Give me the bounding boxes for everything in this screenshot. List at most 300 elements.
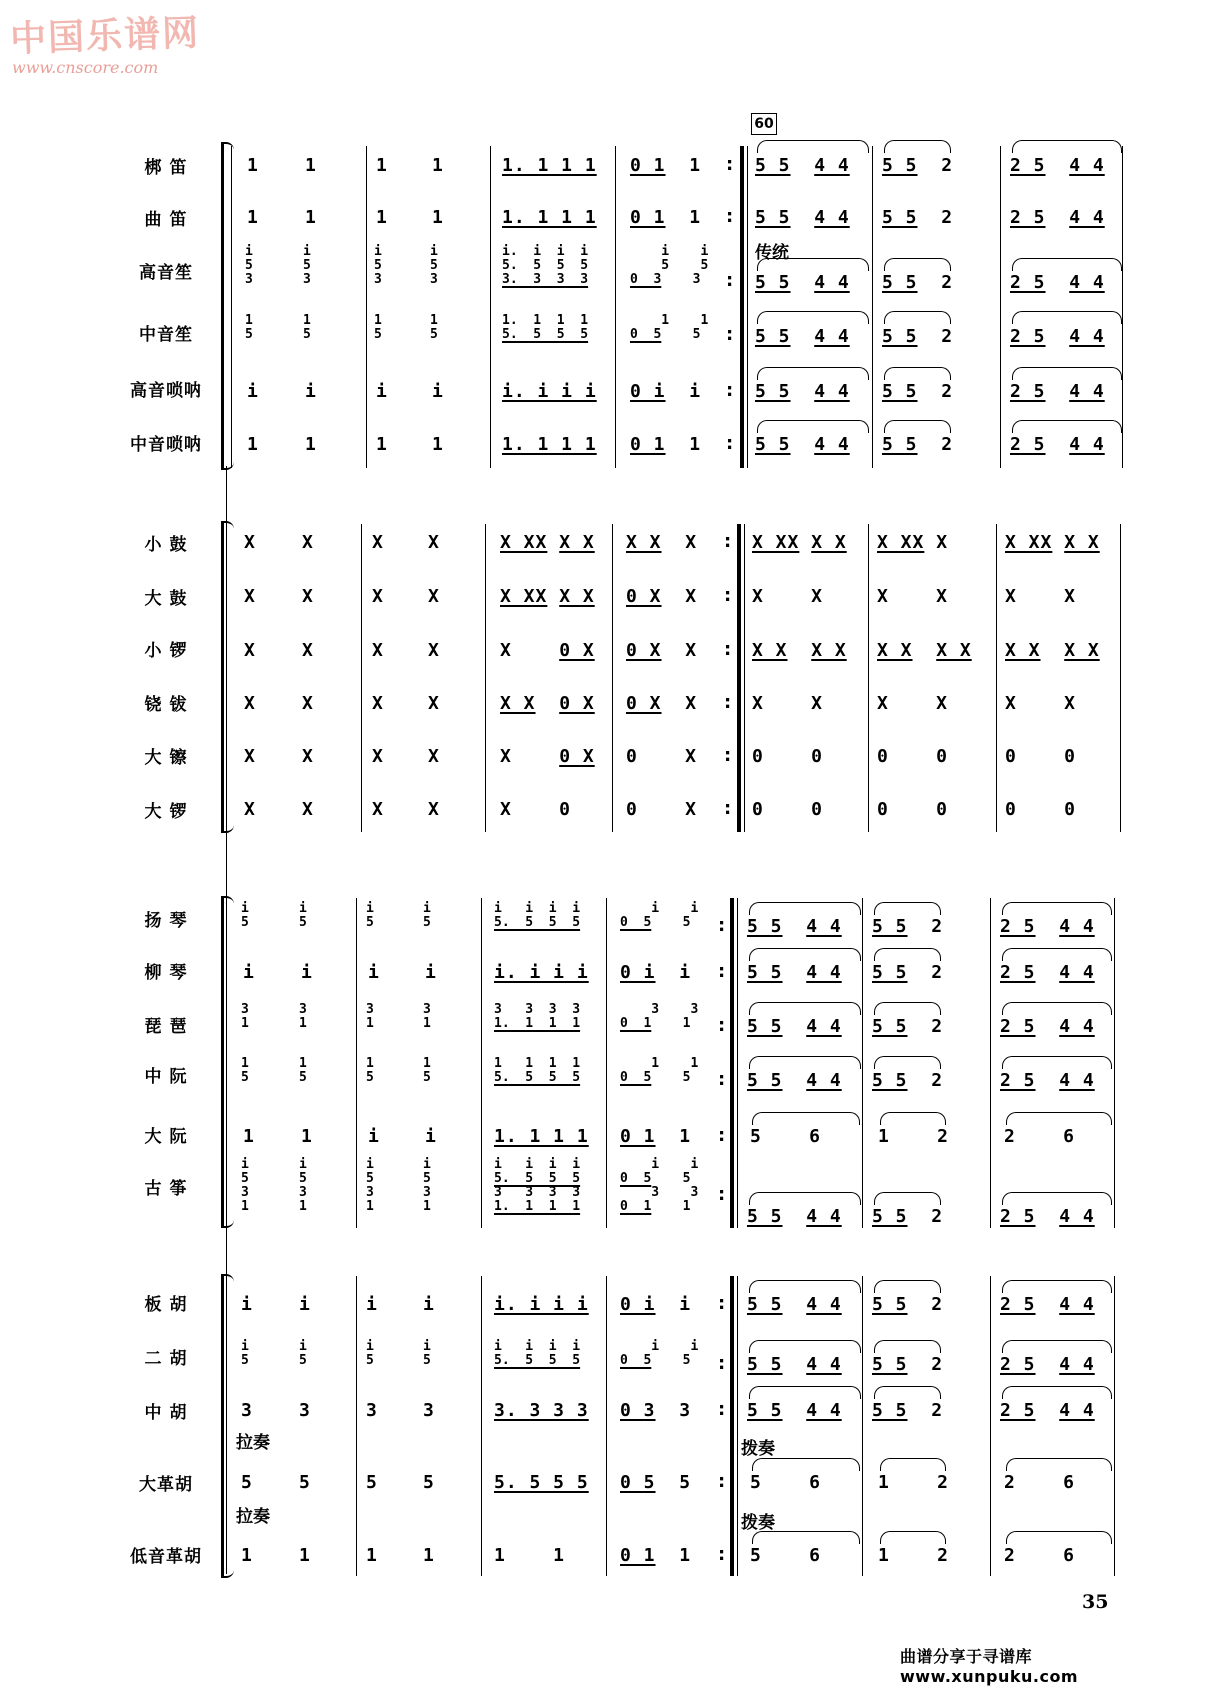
repeat-dots: : — [726, 380, 734, 401]
chord-group: i i 0 5 5 3 3 0 1 1 — [620, 1157, 699, 1214]
note-group: 1 1 — [494, 1545, 566, 1566]
note-group: X 0 X — [500, 640, 595, 661]
note-group: 2 5 4 4 — [1010, 207, 1105, 228]
barline — [872, 146, 873, 468]
note: X — [302, 799, 314, 820]
note-group: 2 6 — [1004, 1126, 1076, 1147]
chord-group: 1. 1 1 1 5. 5 5 5 — [502, 313, 589, 342]
note-group: 5 5 2 — [872, 1070, 944, 1091]
barline — [1114, 898, 1115, 1228]
note: i — [299, 1294, 311, 1315]
note-group: 0 1 1 — [630, 155, 702, 176]
barline — [996, 524, 997, 832]
chord-group: i i 0 5 5 — [620, 1339, 699, 1368]
note-group: 5 5 4 4 — [747, 962, 842, 983]
chord: 1 5 — [299, 1056, 307, 1085]
note-group: X XX X X — [500, 586, 595, 607]
barline — [744, 524, 745, 832]
note-group: 0 0 — [752, 746, 824, 767]
slur — [1002, 1340, 1112, 1353]
slur — [1006, 1458, 1112, 1471]
instrument-label: 大 镲 — [144, 748, 188, 768]
slur — [884, 140, 951, 153]
note-group: 5 5 2 — [872, 962, 944, 983]
slur — [749, 1192, 861, 1205]
note-group: 5. 5 5 5 — [494, 1472, 589, 1493]
note: 3 — [423, 1400, 435, 1421]
note: X — [372, 586, 384, 607]
slur — [1012, 420, 1122, 433]
chord: i 5 3 1 — [423, 1157, 431, 1214]
slur — [749, 1056, 861, 1069]
note-group: 2 5 4 4 — [1000, 1070, 1095, 1091]
note-group: 5 5 4 4 — [747, 1354, 842, 1375]
slur — [1012, 258, 1122, 271]
note-group: 5 5 2 — [872, 1354, 944, 1375]
note-group: 5 6 — [750, 1472, 822, 1493]
instrument-label: 曲 笛 — [144, 210, 188, 230]
instrument-label: 低音革胡 — [130, 1547, 202, 1567]
footer-credit: 曲谱分享于寻谱库 www.xunpuku.com — [900, 1647, 1079, 1686]
note-group: 0 0 — [877, 799, 949, 820]
barline — [990, 898, 991, 1228]
repeat-dots: : — [718, 1544, 726, 1565]
note: 1 — [247, 207, 259, 228]
note: 1 — [432, 155, 444, 176]
note-group: 2 5 4 4 — [1000, 1400, 1095, 1421]
repeat-dots: : — [724, 585, 732, 606]
note-group: 1 2 — [878, 1472, 950, 1493]
chord: 1 5 — [241, 1056, 249, 1085]
barline — [1120, 524, 1121, 832]
chord: i 5 3 — [303, 244, 311, 287]
note-group: 5 5 4 4 — [755, 381, 850, 402]
note-group: 5 5 4 4 — [755, 272, 850, 293]
note: X — [428, 586, 440, 607]
note-group: 2 5 4 4 — [1010, 272, 1105, 293]
note: X — [302, 693, 314, 714]
note-group: 0 1 1 — [630, 207, 702, 228]
note: X — [372, 532, 384, 553]
barline — [990, 1276, 991, 1576]
note: X — [428, 640, 440, 661]
barline — [615, 146, 616, 468]
note-group: 2 5 4 4 — [1010, 326, 1105, 347]
note-group: 5 5 2 — [882, 207, 954, 228]
note: 1 — [432, 207, 444, 228]
note: 1 — [376, 155, 388, 176]
note-group: 0 0 — [1005, 746, 1077, 767]
system-connector — [226, 466, 227, 1574]
note: X — [244, 799, 256, 820]
note: i — [368, 1126, 380, 1147]
instrument-label: 扬 琴 — [144, 911, 188, 931]
repeat-dots: : — [718, 1125, 726, 1146]
note: 1 — [241, 1545, 253, 1566]
note-group: X XX X X — [500, 532, 595, 553]
instrument-label: 大 锣 — [144, 802, 188, 822]
chord: i 5 — [366, 1339, 374, 1368]
note: X — [302, 586, 314, 607]
chord: i 5 — [423, 1339, 431, 1368]
chord-group: i. i i i 5. 5 5 5 3. 3 3 3 — [502, 244, 589, 287]
repeat-dots: : — [718, 1293, 726, 1314]
note-group: 1. 1 1 1 — [502, 207, 597, 228]
chord: 1 5 — [366, 1056, 374, 1085]
slur — [749, 902, 861, 915]
repeat-dots: : — [726, 154, 734, 175]
slur — [1002, 1002, 1112, 1015]
note: i — [241, 1294, 253, 1315]
slur — [757, 140, 869, 153]
slur — [752, 1531, 860, 1544]
note-group: 2 5 4 4 — [1010, 434, 1105, 455]
note-group: 0 0 — [752, 799, 824, 820]
note-group: 2 5 4 4 — [1010, 155, 1105, 176]
chord: i 5 3 1 — [241, 1157, 249, 1214]
repeat-dots: : — [718, 1353, 726, 1374]
instrument-label: 中 胡 — [144, 1403, 188, 1423]
note: i — [243, 962, 255, 983]
note-group: 5 5 2 — [882, 326, 954, 347]
note-group: 2 5 4 4 — [1000, 1016, 1095, 1037]
note-group: X X — [1005, 693, 1077, 714]
barline — [862, 1276, 863, 1576]
repeat-dots: : — [724, 639, 732, 660]
chord: 1 5 — [374, 313, 382, 342]
note: i — [376, 381, 388, 402]
note: i — [247, 381, 259, 402]
note: 5 — [423, 1472, 435, 1493]
note-group: 5 6 — [750, 1126, 822, 1147]
slur — [1002, 948, 1112, 961]
chord: i 5 3 — [430, 244, 438, 287]
barline — [737, 1276, 738, 1576]
chord: 1 5 — [423, 1056, 431, 1085]
staff-bracket — [221, 1280, 224, 1572]
note-group: 5 5 4 4 — [747, 1016, 842, 1037]
note: 1 — [366, 1545, 378, 1566]
note-group: 2 6 — [1004, 1545, 1076, 1566]
note: X — [244, 640, 256, 661]
slur — [757, 367, 869, 380]
note-group: 5 5 2 — [882, 381, 954, 402]
barline — [231, 146, 232, 468]
slur — [752, 1458, 860, 1471]
note-group: 2 5 4 4 — [1000, 916, 1095, 937]
note-group: X XX X X — [752, 532, 847, 553]
note-group: 5 5 4 4 — [755, 434, 850, 455]
slur — [874, 1056, 941, 1069]
note: 1 — [423, 1545, 435, 1566]
slur — [874, 1192, 941, 1205]
note-group: 5 5 4 4 — [747, 1294, 842, 1315]
repeat-dots: : — [718, 915, 726, 936]
chord: i 5 — [241, 901, 249, 930]
note-group: 5 5 4 4 — [747, 1206, 842, 1227]
note: 5 — [241, 1472, 253, 1493]
note-group: 1. 1 1 1 — [494, 1126, 589, 1147]
note-group: X X — [1005, 586, 1077, 607]
slur — [1012, 140, 1122, 153]
slur — [1012, 311, 1122, 324]
tradition-label: 传统 — [755, 243, 789, 263]
barline — [481, 898, 482, 1228]
note-group: 1. 1 1 1 — [502, 155, 597, 176]
note: X — [428, 799, 440, 820]
note: X — [372, 640, 384, 661]
note: 5 — [366, 1472, 378, 1493]
instrument-label: 小 鼓 — [144, 535, 188, 555]
slur — [1006, 1112, 1112, 1125]
chord: 3 1 — [366, 1002, 374, 1031]
note: X — [244, 532, 256, 553]
note: i — [301, 962, 313, 983]
instrument-label: 铙 钹 — [144, 695, 188, 715]
note: X — [302, 532, 314, 553]
note: 3 — [241, 1400, 253, 1421]
note-group: 5 5 4 4 — [747, 1400, 842, 1421]
note-group: 0 X — [626, 746, 698, 767]
chord: 3 1 — [241, 1002, 249, 1031]
repeat-dots: : — [718, 1015, 726, 1036]
slur — [1006, 1531, 1112, 1544]
note-group: 5 5 4 4 — [755, 326, 850, 347]
repeat-dots: : — [726, 324, 734, 345]
chord: 1 5 — [245, 313, 253, 342]
note-group: 1 2 — [878, 1126, 950, 1147]
barline — [747, 146, 748, 468]
slur — [1002, 1192, 1112, 1205]
chord-group: 1 1 1 1 5. 5 5 5 — [494, 1056, 581, 1085]
staff-bracket — [221, 148, 224, 464]
barline — [606, 898, 607, 1228]
note-group: i. i i i — [502, 381, 597, 402]
note-group: 2 5 4 4 — [1000, 1206, 1095, 1227]
note-group: 0 i i — [620, 1294, 692, 1315]
note: 1 — [305, 155, 317, 176]
note: X — [244, 693, 256, 714]
slur — [749, 1386, 861, 1399]
note-group: X X 0 X — [500, 693, 595, 714]
note-group: 2 5 4 4 — [1000, 1354, 1095, 1375]
slur — [884, 258, 951, 271]
note-group: 0 1 1 — [620, 1545, 692, 1566]
chord-group: 3 3 0 1 1 — [620, 1002, 699, 1031]
barline — [612, 524, 613, 832]
note: 1 — [247, 434, 259, 455]
note-group: 0 3 3 — [620, 1400, 692, 1421]
note-group: i. i i i — [494, 1294, 589, 1315]
note-group: 0 0 — [1005, 799, 1077, 820]
slur — [1002, 1280, 1112, 1293]
note: X — [302, 640, 314, 661]
instrument-label: 板 胡 — [144, 1295, 188, 1315]
note: 3 — [299, 1400, 311, 1421]
note-group: X 0 X — [500, 746, 595, 767]
slur — [880, 1458, 946, 1471]
note-group: 2 5 4 4 — [1000, 962, 1095, 983]
note-group: 5 5 4 4 — [747, 1070, 842, 1091]
note-group: 5 5 2 — [872, 916, 944, 937]
note-group: 2 5 4 4 — [1010, 381, 1105, 402]
arco-label: 拉奏 — [236, 1433, 270, 1453]
barline — [1114, 1276, 1115, 1576]
note: X — [372, 746, 384, 767]
rehearsal-mark: 60 — [751, 113, 777, 135]
slur — [1002, 1386, 1112, 1399]
repeat-barline — [737, 524, 741, 832]
chord-group: i i i i 5. 5 5 5 — [494, 1339, 581, 1368]
instrument-label: 小 锣 — [144, 641, 188, 661]
note-group: 5 5 2 — [882, 272, 954, 293]
instrument-label: 高音唢呐 — [130, 381, 202, 401]
instrument-label: 二 胡 — [144, 1349, 188, 1369]
repeat-dots: : — [724, 798, 732, 819]
slur — [1002, 1056, 1112, 1069]
note: X — [244, 746, 256, 767]
note-group: X X X X — [1005, 640, 1100, 661]
note-group: 0 X X — [626, 640, 698, 661]
chord: i 5 3 1 — [299, 1157, 307, 1214]
repeat-dots: : — [718, 1069, 726, 1090]
note-group: X X X X — [877, 640, 972, 661]
chord-group: i i i i 5. 5 5 5 3 3 3 3 1. 1 1 1 — [494, 1157, 581, 1214]
chord: i 5 3 1 — [366, 1157, 374, 1214]
note: 1 — [247, 155, 259, 176]
note-group: 0 1 1 — [620, 1126, 692, 1147]
repeat-dots: : — [726, 206, 734, 227]
barline — [490, 146, 491, 468]
slur — [757, 311, 869, 324]
note-group: 0 X X — [626, 586, 698, 607]
instrument-label: 中音唢呐 — [130, 435, 202, 455]
repeat-barline — [730, 898, 734, 1228]
repeat-dots: : — [718, 961, 726, 982]
staff-bracket — [221, 527, 224, 827]
note-group: 5 5 2 — [872, 1206, 944, 1227]
barline — [862, 898, 863, 1228]
note-group: X X — [877, 586, 949, 607]
instrument-label: 梆 笛 — [144, 158, 188, 178]
note-group: X X — [752, 586, 824, 607]
barline — [361, 524, 362, 832]
note-group: X XX X X — [1005, 532, 1100, 553]
instrument-label: 柳 琴 — [144, 963, 188, 983]
note: X — [244, 586, 256, 607]
note: 5 — [299, 1472, 311, 1493]
note: i — [368, 962, 380, 983]
note-group: 5 5 4 4 — [747, 916, 842, 937]
note-group: X 0 — [500, 799, 572, 820]
instrument-label: 中 阮 — [144, 1067, 188, 1087]
instrument-label: 琵 琶 — [144, 1017, 188, 1037]
slur — [884, 367, 951, 380]
slur — [880, 1112, 946, 1125]
note-group: 0 i i — [620, 962, 692, 983]
repeat-barline — [740, 146, 744, 468]
note: 1 — [376, 207, 388, 228]
watermark-title: 中国乐谱网 — [9, 11, 201, 61]
chord: i 5 3 — [374, 244, 382, 287]
staff-bracket — [221, 902, 224, 1222]
repeat-dots: : — [724, 531, 732, 552]
slur — [749, 1340, 861, 1353]
note-group: 1. 1 1 1 — [502, 434, 597, 455]
slur — [752, 1112, 860, 1125]
barline — [366, 146, 367, 468]
barline — [1000, 146, 1001, 468]
note-group: i. i i i — [494, 962, 589, 983]
note: X — [428, 746, 440, 767]
barline — [485, 524, 486, 832]
slur — [884, 311, 951, 324]
note-group: 5 5 4 4 — [755, 207, 850, 228]
barline — [737, 898, 738, 1228]
slur — [757, 258, 869, 271]
note: 3 — [366, 1400, 378, 1421]
note-group: 0 X X — [626, 693, 698, 714]
slur — [874, 1386, 941, 1399]
note-group: X X X — [626, 532, 698, 553]
page-number: 35 — [1082, 1591, 1109, 1613]
repeat-dots: : — [724, 745, 732, 766]
repeat-dots: : — [718, 1399, 726, 1420]
note: X — [302, 746, 314, 767]
note: 1 — [243, 1126, 255, 1147]
instrument-label: 大 阮 — [144, 1127, 188, 1147]
note: i — [366, 1294, 378, 1315]
note-group: 2 6 — [1004, 1472, 1076, 1493]
note: i — [432, 381, 444, 402]
note: i — [425, 962, 437, 983]
note: 1 — [376, 434, 388, 455]
repeat-dots: : — [726, 433, 734, 454]
note-group: 0 X — [626, 799, 698, 820]
repeat-dots: : — [726, 270, 734, 291]
watermark — [6, 8, 206, 78]
note: i — [305, 381, 317, 402]
chord: 1 5 — [303, 313, 311, 342]
barline — [868, 524, 869, 832]
slur — [1002, 902, 1112, 915]
note-group: 5 5 2 — [872, 1400, 944, 1421]
barline — [356, 898, 357, 1228]
note-group: X X X X — [752, 640, 847, 661]
note-group: 0 5 5 — [620, 1472, 692, 1493]
chord: i 5 — [241, 1339, 249, 1368]
chord: 3 1 — [299, 1002, 307, 1031]
slur — [1012, 367, 1122, 380]
note-group: 3. 3 3 3 — [494, 1400, 589, 1421]
chord: 3 1 — [423, 1002, 431, 1031]
note: 1 — [305, 207, 317, 228]
slur — [874, 1280, 941, 1293]
repeat-barline — [730, 1276, 734, 1576]
repeat-dots: : — [724, 692, 732, 713]
note-group: 0 i i — [630, 381, 702, 402]
barline — [356, 1276, 357, 1576]
note: i — [423, 1294, 435, 1315]
note-group: 0 0 — [877, 746, 949, 767]
instrument-label: 高音笙 — [139, 263, 193, 283]
slur — [874, 1002, 941, 1015]
instrument-label: 古 筝 — [144, 1179, 188, 1199]
note: X — [428, 532, 440, 553]
note-group: X XX X — [877, 532, 949, 553]
chord: i 5 3 — [245, 244, 253, 287]
chord: i 5 — [366, 901, 374, 930]
